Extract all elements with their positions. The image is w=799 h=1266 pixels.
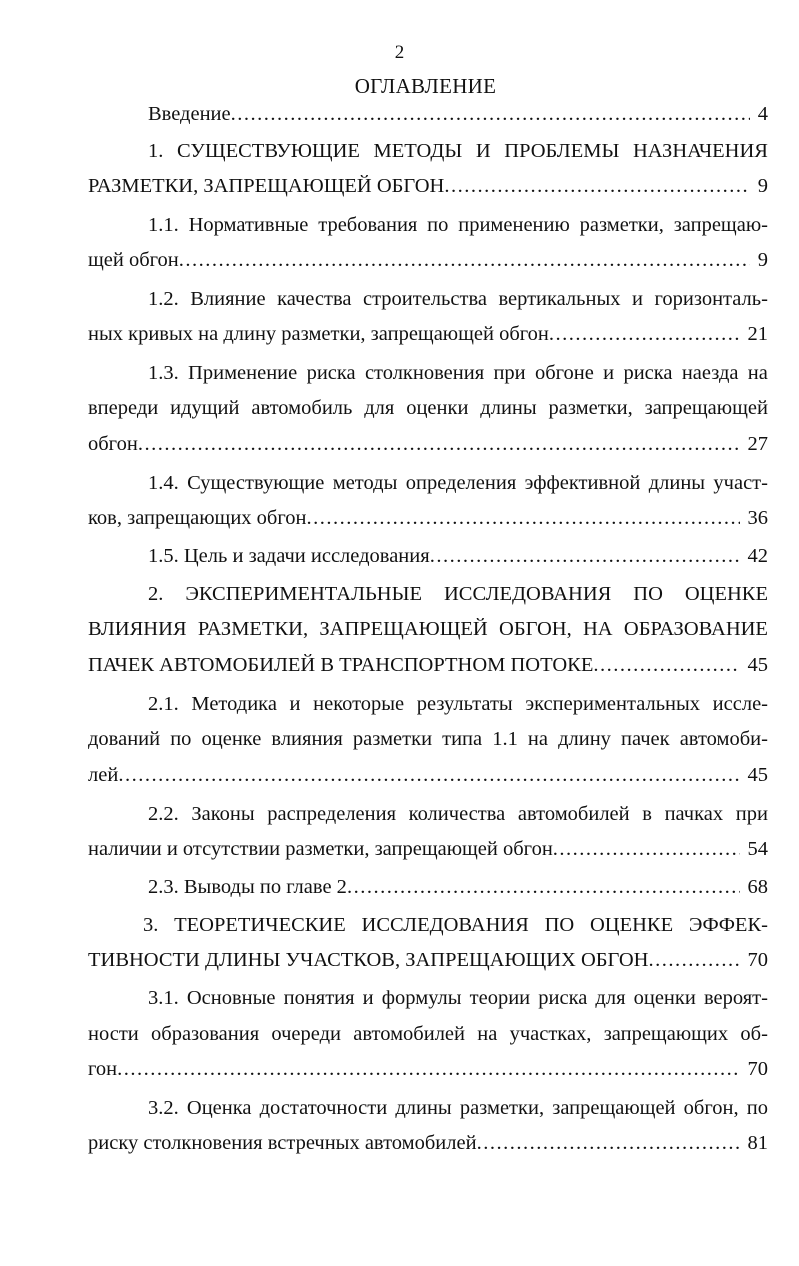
toc-word: СУЩЕСТВУЮЩИЕ: [177, 140, 360, 162]
toc-entry-line: [148, 872, 768, 902]
toc-word: Существующие: [187, 472, 325, 494]
toc-word: РАЗМЕТКИ,: [197, 618, 309, 640]
toc-word: распределения: [267, 803, 397, 825]
dot-leader: [231, 99, 750, 129]
dot-leader: [477, 1128, 740, 1158]
toc-word: в: [642, 803, 652, 825]
toc-word: иссле-: [712, 693, 768, 715]
toc-word: запрещающих: [603, 1023, 729, 1045]
toc-word: НАЗНАЧЕНИЯ: [632, 140, 768, 162]
toc-word: автомобилей: [353, 1023, 466, 1045]
toc-word: участ-: [713, 472, 768, 494]
toc-word: ОЦЕНКЕ: [684, 583, 768, 605]
toc-entry-line: [148, 1093, 768, 1123]
toc-word: теории: [469, 987, 531, 1009]
toc-word: обгоне: [534, 362, 594, 384]
dot-leader: [430, 541, 740, 571]
toc-word: оценки: [406, 397, 469, 419]
toc-entry-line: [88, 503, 768, 533]
toc-word: определения: [405, 472, 517, 494]
toc-word: пачках: [664, 803, 724, 825]
toc-word: И: [475, 140, 491, 162]
toc-entry-line: [88, 171, 768, 201]
toc-word: эффективной: [524, 472, 641, 494]
toc-entry-title: наличии и отсутствии разметки, запрещающей обгон: [88, 838, 553, 860]
dot-leader: [118, 760, 739, 790]
toc-word: разметки,: [579, 214, 664, 236]
dot-leader: [444, 171, 749, 201]
toc-word: ИССЛЕДОВАНИЯ: [361, 914, 529, 936]
toc-page-number: 81: [747, 1132, 768, 1154]
toc-word: и: [289, 693, 301, 715]
toc-word: и: [603, 362, 615, 384]
toc-word: ИССЛЕДОВАНИЯ: [443, 583, 612, 605]
dot-leader: [593, 650, 739, 680]
toc-entry-title: ПАЧЕК АВТОМОБИЛЕЙ В ТРАНСПОРТНОМ ПОТОКЕ: [88, 654, 594, 676]
toc-entry-title: щей обгон: [88, 249, 179, 271]
toc-word: риска: [538, 987, 588, 1009]
toc-word: 1.3.: [148, 362, 179, 384]
toc-word: понятия: [283, 987, 355, 1009]
toc-word: запрещающей: [552, 1097, 676, 1119]
toc-page-number: 21: [747, 323, 768, 345]
toc-word: по: [170, 728, 192, 750]
toc-word: риска: [623, 362, 673, 384]
toc-word: количества: [408, 803, 506, 825]
toc-word: Методика: [191, 693, 277, 715]
toc-word: ности: [88, 1023, 139, 1045]
toc-word: Основные: [186, 987, 276, 1009]
toc-word: 2.1.: [148, 693, 179, 715]
toc-page-number: 27: [747, 433, 768, 455]
toc-word: автомоби-: [679, 728, 768, 750]
toc-word: риска: [306, 362, 356, 384]
toc-title: ОГЛАВЛЕНИЕ: [354, 74, 497, 98]
toc-entry-title: ТИВНОСТИ ДЛИНЫ УЧАСТКОВ, ЗАПРЕЩАЮЩИХ ОБГОН: [88, 949, 649, 971]
toc-word: 1.1: [492, 728, 518, 750]
dot-leader: [549, 319, 740, 349]
toc-entry-line: [88, 393, 768, 423]
dot-leader: [306, 503, 739, 533]
toc-word: на: [477, 1023, 498, 1045]
toc-word: Законы: [191, 803, 255, 825]
toc-entry-title: 1.5. Цель и задачи исследования: [148, 545, 430, 567]
toc-word: НА: [583, 618, 613, 640]
dot-leader: [347, 872, 740, 902]
toc-word: вероят-: [703, 987, 768, 1009]
toc-word: и: [362, 987, 374, 1009]
toc-word: длины: [480, 397, 537, 419]
toc-entry-title: Введение: [148, 103, 231, 125]
toc-word: об-: [740, 1023, 768, 1045]
toc-word: ЭКСПЕРИМЕНТАЛЬНЫЕ: [185, 583, 422, 605]
toc-word: ЭФФЕК-: [688, 914, 768, 936]
dot-leader: [649, 945, 740, 975]
toc-page-number: 45: [747, 654, 768, 676]
toc-word: применению: [458, 214, 570, 236]
toc-word: идущий: [170, 397, 240, 419]
toc-entry-line: [148, 468, 768, 498]
toc-word: длину: [558, 728, 611, 750]
toc-word: качества: [277, 288, 352, 310]
toc-word: ОЦЕНКЕ: [590, 914, 674, 936]
toc-entry-line: [148, 689, 768, 719]
toc-word: ВЛИЯНИЯ: [88, 618, 187, 640]
toc-word: по: [427, 214, 449, 236]
toc-word: дований: [88, 728, 161, 750]
toc-word: запрещаю-: [673, 214, 768, 236]
toc-entry-line: [88, 1019, 768, 1049]
toc-word: ПО: [633, 583, 663, 605]
toc-word: участках,: [509, 1023, 592, 1045]
toc-word: на: [747, 362, 768, 384]
dot-leader: [553, 834, 740, 864]
toc-page-number: 9: [757, 175, 768, 197]
toc-entry-title: риску столкновения встречных автомобилей: [88, 1132, 477, 1154]
toc-page-number: 36: [747, 507, 768, 529]
toc-word: результаты: [416, 693, 513, 715]
page-number: 2: [394, 42, 405, 63]
toc-word: методы: [332, 472, 398, 494]
toc-entry-line: [148, 799, 768, 829]
toc-page-number: 9: [757, 249, 768, 271]
toc-entry-line: [88, 245, 768, 275]
toc-entry-line: [148, 983, 768, 1013]
toc-word: разметки,: [459, 1097, 545, 1119]
toc-page-number: 70: [747, 1058, 768, 1080]
toc-word: длины: [648, 472, 706, 494]
toc-entry-title: гон: [88, 1058, 118, 1080]
toc-entry-line: [148, 136, 768, 166]
toc-word: по: [746, 1097, 768, 1119]
toc-word: экспериментальных: [525, 693, 701, 715]
toc-word: некоторые: [313, 693, 405, 715]
toc-word: ОБРАЗОВАНИЕ: [623, 618, 768, 640]
toc-entry-title: 2.3. Выводы по главе 2: [148, 876, 347, 898]
toc-word: МЕТОДЫ: [373, 140, 463, 162]
toc-entry-title: ных кривых на длину разметки, запрещающей обгон: [88, 323, 549, 345]
toc-word: 3.1.: [148, 987, 179, 1009]
toc-word: Нормативные: [188, 214, 309, 236]
toc-word: типа: [442, 728, 483, 750]
toc-entry-line: [88, 1128, 768, 1158]
toc-word: наезда: [681, 362, 739, 384]
toc-entry-line: [88, 760, 768, 790]
toc-word: разметки,: [548, 397, 633, 419]
toc-word: ЗАПРЕЩАЮЩЕЙ: [319, 618, 488, 640]
toc-entry-line: [88, 429, 768, 459]
toc-word: при: [735, 803, 768, 825]
toc-entry-line: [148, 284, 768, 314]
toc-word: очереди: [271, 1023, 342, 1045]
toc-word: разметки: [352, 728, 433, 750]
toc-word: образования: [151, 1023, 260, 1045]
toc-entry-line: [88, 319, 768, 349]
toc-word: строительства: [362, 288, 487, 310]
toc-word: столкновения: [364, 362, 485, 384]
toc-entry-title: лей: [88, 764, 119, 786]
toc-word: 3.2.: [148, 1097, 179, 1119]
toc-word: автомобилей: [517, 803, 630, 825]
toc-entry-line: [88, 834, 768, 864]
toc-word: влияния: [271, 728, 343, 750]
toc-word: требования: [318, 214, 418, 236]
dot-leader: [179, 245, 750, 275]
toc-page-number: 4: [757, 103, 768, 125]
toc-word: горизонталь-: [654, 288, 768, 310]
toc-word: ПРОБЛЕМЫ: [504, 140, 620, 162]
toc-page-number: 70: [747, 949, 768, 971]
toc-word: 2.: [148, 583, 164, 605]
toc-word: автомобиль: [251, 397, 353, 419]
toc-page-number: 54: [747, 838, 768, 860]
toc-word: пачек: [621, 728, 670, 750]
toc-word: вертикальных: [498, 288, 621, 310]
toc-word: впереди: [88, 397, 159, 419]
toc-entry-line: [148, 99, 768, 129]
dot-leader: [117, 1054, 739, 1084]
toc-page-number: 42: [747, 545, 768, 567]
toc-word: обгон,: [683, 1097, 739, 1119]
toc-page-number: 68: [747, 876, 768, 898]
toc-word: длины: [395, 1097, 452, 1119]
toc-word: ТЕОРЕТИЧЕСКИЕ: [174, 914, 346, 936]
toc-word: 2.2.: [148, 803, 179, 825]
toc-word: достаточности: [259, 1097, 388, 1119]
toc-entry-title: РАЗМЕТКИ, ЗАПРЕЩАЮЩЕЙ ОБГОН: [88, 175, 445, 197]
toc-word: 1.1.: [148, 214, 179, 236]
toc-word: ПО: [544, 914, 575, 936]
toc-entry-line: [88, 945, 768, 975]
toc-entry-title: обгон: [88, 433, 138, 455]
toc-entry-line: [88, 650, 768, 680]
toc-word: запрещающей: [644, 397, 768, 419]
toc-word: оценки: [633, 987, 696, 1009]
toc-word: и: [632, 288, 643, 310]
toc-word: для: [595, 987, 626, 1009]
toc-entry-line: [143, 910, 768, 940]
toc-entry-line: [148, 541, 768, 571]
toc-word: ОБГОН,: [499, 618, 572, 640]
toc-entry-line: [148, 210, 768, 240]
toc-entry-line: [148, 579, 768, 609]
toc-word: для: [364, 397, 395, 419]
toc-word: 1.: [148, 140, 164, 162]
toc-entry-line: [88, 614, 768, 644]
toc-entry-line: [88, 724, 768, 754]
toc-word: при: [493, 362, 526, 384]
toc-entry-line: [88, 1054, 768, 1084]
toc-word: Оценка: [186, 1097, 252, 1119]
toc-word: оценке: [201, 728, 262, 750]
toc-entry-title: ков, запрещающих обгон: [88, 507, 307, 529]
dot-leader: [138, 429, 740, 459]
toc-word: на: [527, 728, 548, 750]
toc-word: 1.4.: [148, 472, 179, 494]
toc-word: Влияние: [190, 288, 266, 310]
toc-word: формулы: [381, 987, 462, 1009]
toc-word: Применение: [188, 362, 298, 384]
toc-word: 1.2.: [148, 288, 179, 310]
toc-page-number: 45: [747, 764, 768, 786]
toc-entry-line: [148, 358, 768, 388]
toc-word: 3.: [143, 914, 159, 936]
